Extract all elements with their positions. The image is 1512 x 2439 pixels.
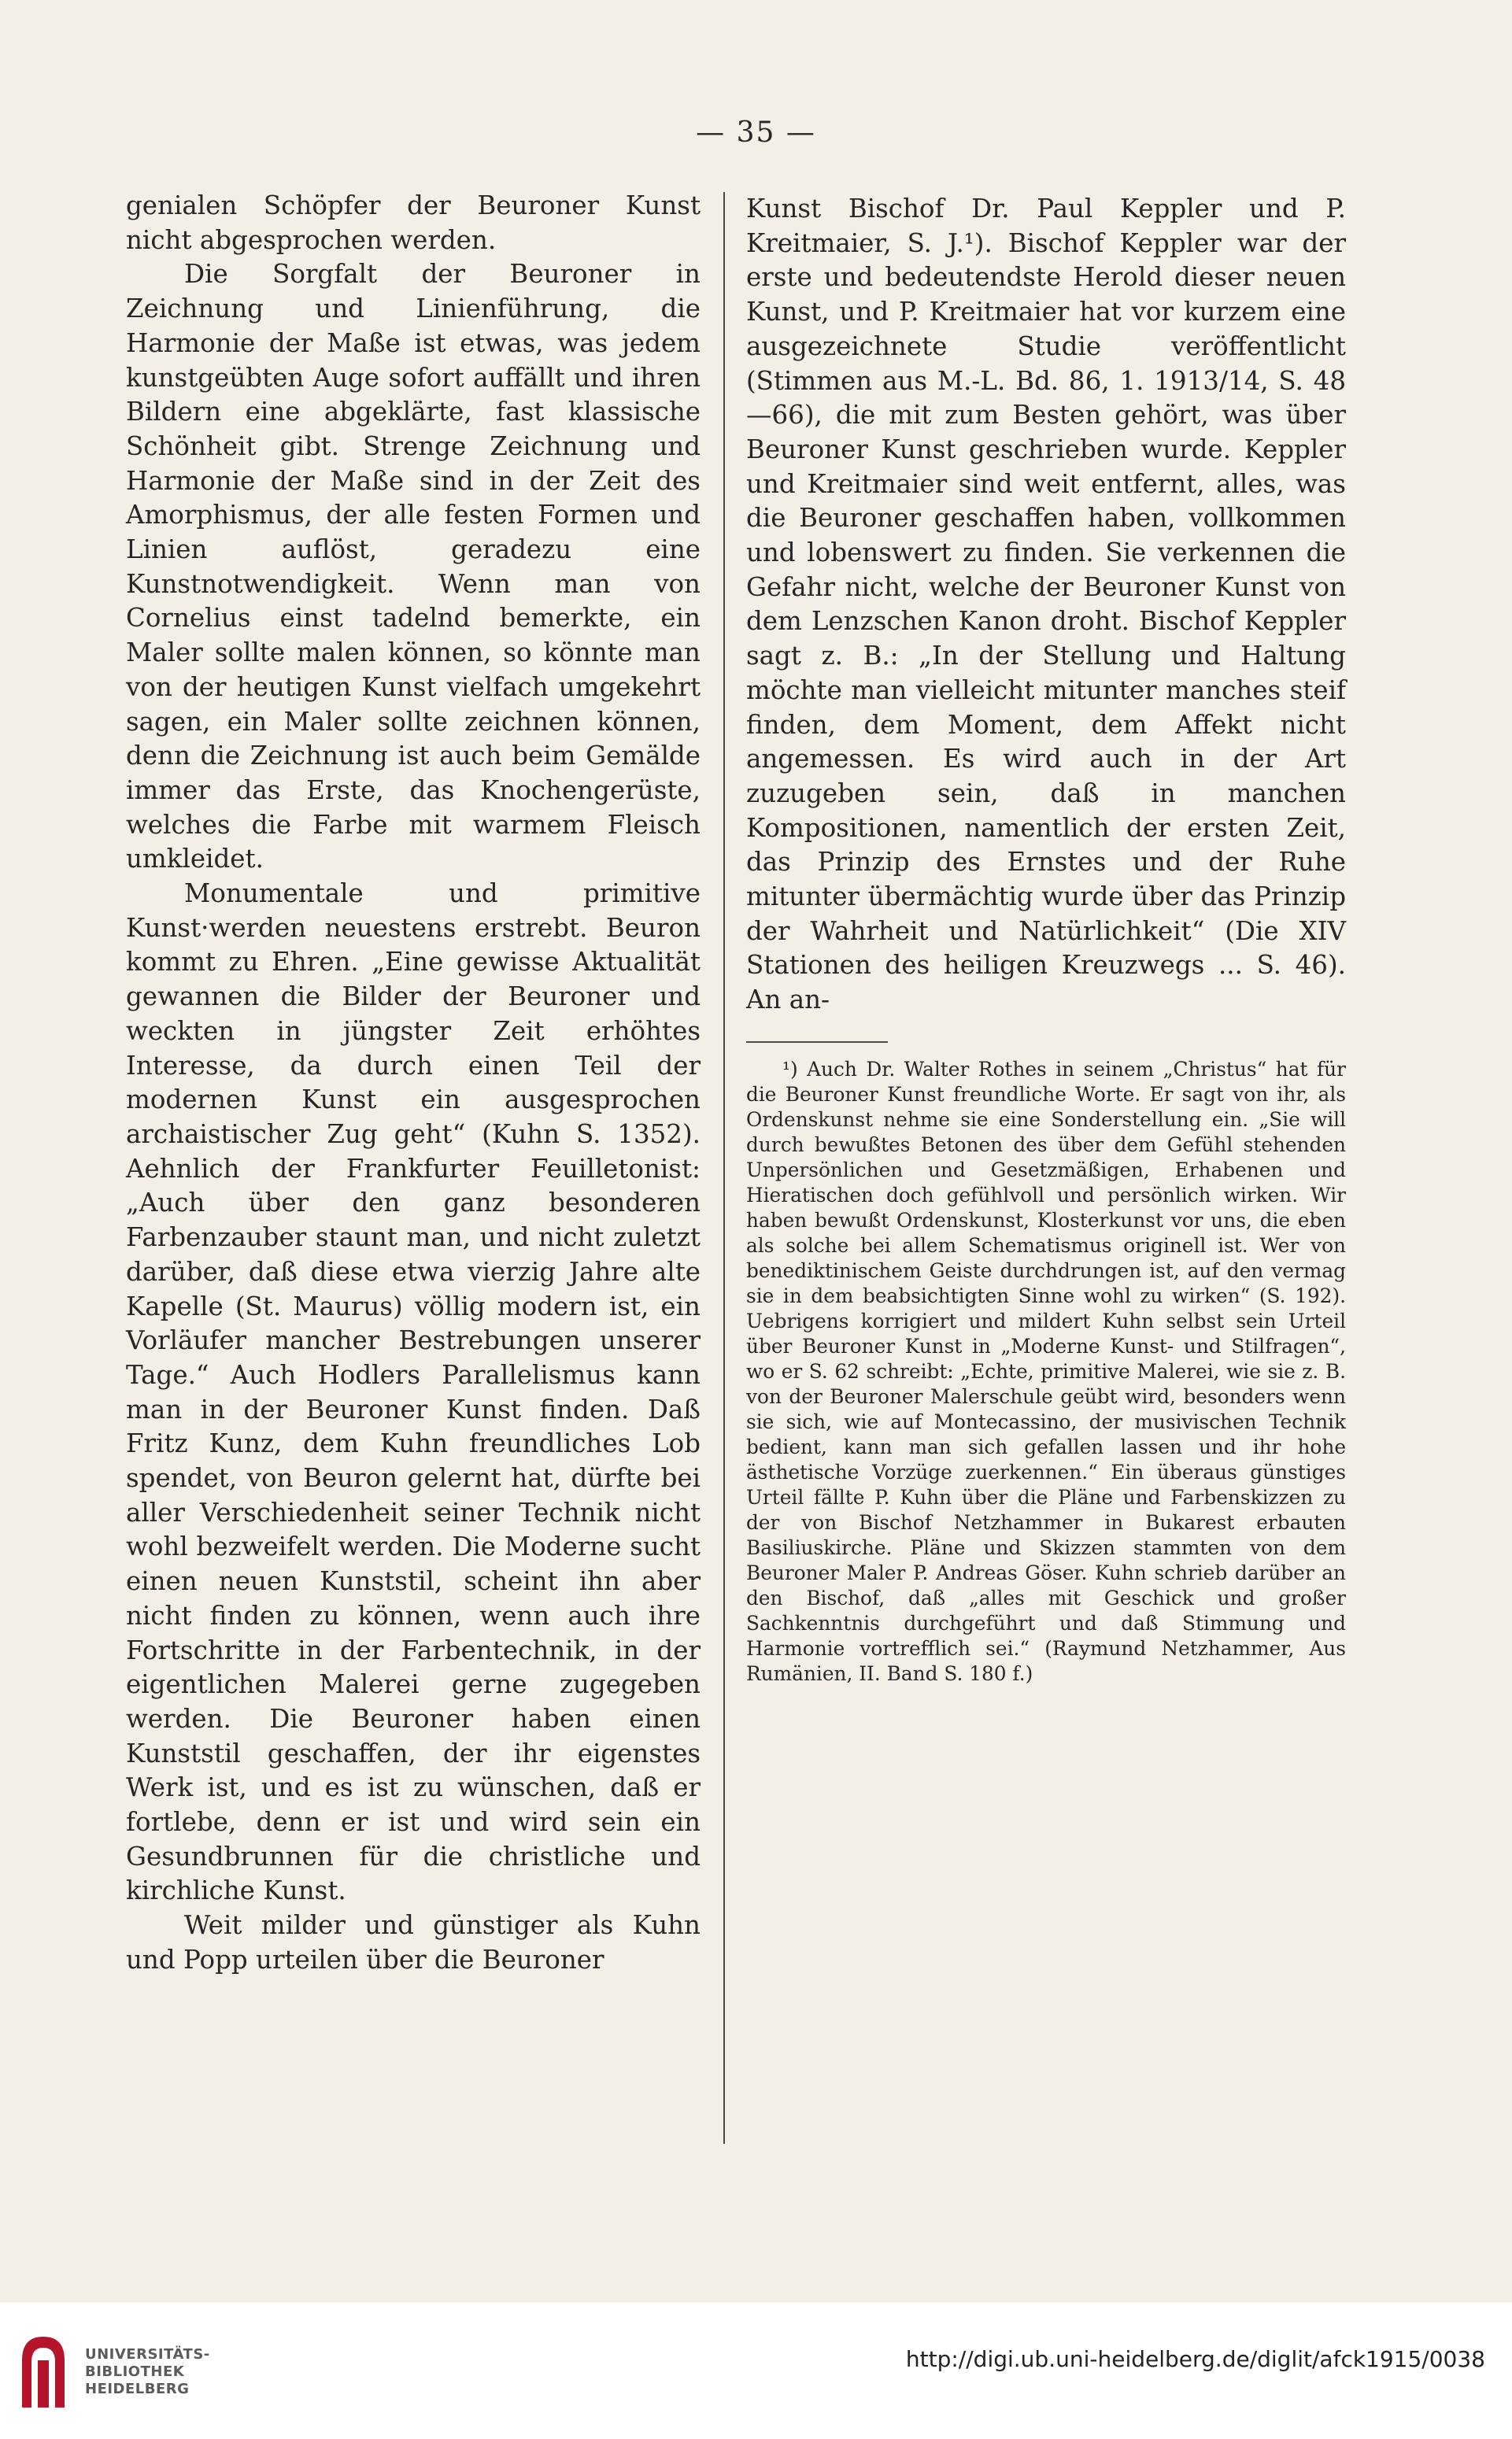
right-column [746,192,1346,1687]
left-column [126,189,701,1978]
institution-line: UNIVERSITÄTS- [85,2346,210,2363]
paragraph: genialen Schöpfer der Beuroner Kunst nicht abgesprochen werden. [126,190,701,255]
paragraph: Die Sorgfalt der Beuroner in Zeichnung und Linienführung, die Harmonie der Maße ist etwas, was jedem kunstgeübten Auge sofort auffällt und ihren Bildern eine abgeklärte, fast klassische Schönheit gibt. Strenge Zeichnung und Harmonie der Maße sind in der Zeit des Amorphismus, der alle festen Formen und Linien auflöst, geradezu eine Kunstnotwendigkeit. Wenn man von Cornelius einst tadelnd bemerkte, ein Maler sollte malen können, so könnte man von der heutigen Kunst vielfach umgekehrt sagen, ein Maler sollte zeichnen können, denn die Zeichnung ist auch beim Gemälde immer das Erste, das Knochengerüste, welches die Farbe mit warmem Fleisch umkleidet. [126,259,701,874]
footnote-divider [746,1041,888,1043]
institution-line: BIBLIOTHEK [85,2363,185,2380]
institution-name [85,2346,210,2398]
column-divider [723,192,725,2144]
source-url-link[interactable]: http://digi.ub.uni-heidelberg.de/diglit/afck1915/0038 [905,2346,1485,2372]
university-library-logo-icon [16,2329,71,2415]
page-number: — 35 — [696,116,816,149]
footnote: ¹) Auch Dr. Walter Rothes in seinem „Christus“ hat für die Beuroner Kunst freundliche Worte. Er sagt von ihr, als Ordenskunst nehme sie eine Sonderstellung ein. „Sie will durch bewußtes Betonen des über dem Gefühl stehenden Unpersönlichen und Gesetzmäßigen, Erhabenen und Hieratischen doch gefühlvoll und persönlich wirken. Wir haben bewußt Ordenskunst, Klosterkunst vor uns, die eben als solche bei allem Schematismus originell ist. Wer von benediktinischem Geiste durchdrungen ist, auf den vermag sie in dem beabsichtigten Sinne wohl zu wirken“ (S. 192). Uebrigens korrigiert und mildert Kuhn selbst sein Urteil über Beuroner Kunst in „Moderne Kunst- und Stilfragen“, wo er S. 62 schreibt: „Echte, primitive Malerei, wie sie z. B. von der Beuroner Malerschule geübt wird, besonders wenn sie sich, wie auf Montecassino, der musivischen Technik bedient, kann man sich gefallen lassen und ihr hohe ästhetische Vorzüge zuerkennen.“ Ein überaus günstiges Urteil fällte P. Kuhn über die Pläne und Farbenskizzen zu der von Bischof Netzhammer in Bukarest erbauten Basiliuskirche. Pläne und Skizzen stammten von dem Beuroner Maler P. Andreas Göser. Kuhn schrieb darüber an den Bischof, daß „alles mit Geschick und großer Sachkenntnis durchgeführt und daß Stimmung und Harmonie vortrefflich sei.“ (Raymund Netzhammer, Aus Rumänien, II. Band S. 180 f.) [746,1057,1346,1685]
footer-bar [0,2302,1512,2439]
paragraph: Kunst Bischof Dr. Paul Keppler und P. Kreitmaier, S. J.¹). Bischof Keppler war der erste und bedeutendste Herold dieser neuen Kunst, und P. Kreitmaier hat vor kurzem eine ausgezeichnete Studie veröffentlicht (Stimmen aus M.-L. Bd. 86, 1. 1913/14, S. 48—66), die mit zum Besten gehört, was über Beuroner Kunst geschrieben wurde. Keppler und Kreitmaier sind weit entfernt, alles, was die Beuroner geschaffen haben, vollkommen und lobenswert zu finden. Sie verkennen die Gefahr nicht, welche der Beuroner Kunst von dem Lenzschen Kanon droht. Bischof Keppler sagt z. B.: „In der Stellung und Haltung möchte man vielleicht mitunter manches steif finden, dem Moment, dem Affekt nicht angemessen. Es wird auch in der Art zuzugeben sein, daß in manchen Kompositionen, namentlich der ersten Zeit, das Prinzip des Ernstes und der Ruhe mitunter übermächtig wurde über das Prinzip der Wahrheit und Natürlichkeit“ (Die XIV Stationen des heiligen Kreuzwegs ... S. 46). An an- [746,194,1346,1015]
footnotes [746,1057,1346,1687]
paragraph: Monumentale und primitive Kunst·werden neuestens erstrebt. Beuron kommt zu Ehren. „Eine gewisse Aktualität gewannen die Bilder der Beuroner und weckten in jüngster Zeit erhöhtes Interesse, da durch einen Teil der modernen Kunst ein ausgesprochen archaistischer Zug geht“ (Kuhn S. 1352). Aehnlich der Frankfurter Feuilletonist: „Auch über den ganz besonderen Farbenzauber staunt man, und nicht zuletzt darüber, daß diese etwa vierzig Jahre alte Kapelle (St. Maurus) völlig modern ist, ein Vorläufer mancher Bestrebungen unserer Tage.“ Auch Hodlers Parallelismus kann man in der Beuroner Kunst finden. Daß Fritz Kunz, dem Kuhn freundliches Lob spendet, von Beuron gelernt hat, dürfte bei aller Verschiedenheit seiner Technik nicht wohl bezweifelt werden. Die Moderne sucht einen neuen Kunststil, scheint ihn aber nicht finden zu können, wenn auch ihre Fortschritte in der Farbentechnik, in der eigentlichen Malerei gerne zugegeben werden. Die Beuroner haben einen Kunststil geschaffen, der ihr eigenstes Werk ist, und es ist zu wünschen, daß er fortlebe, denn er ist und wird sein ein Gesundbrunnen für die christliche und kirchliche Kunst. [126,878,701,1906]
paragraph: Weit milder und günstiger als Kuhn und Popp urteilen über die Beuroner [126,1910,701,1975]
institution-line: HEIDELBERG [85,2381,190,2397]
